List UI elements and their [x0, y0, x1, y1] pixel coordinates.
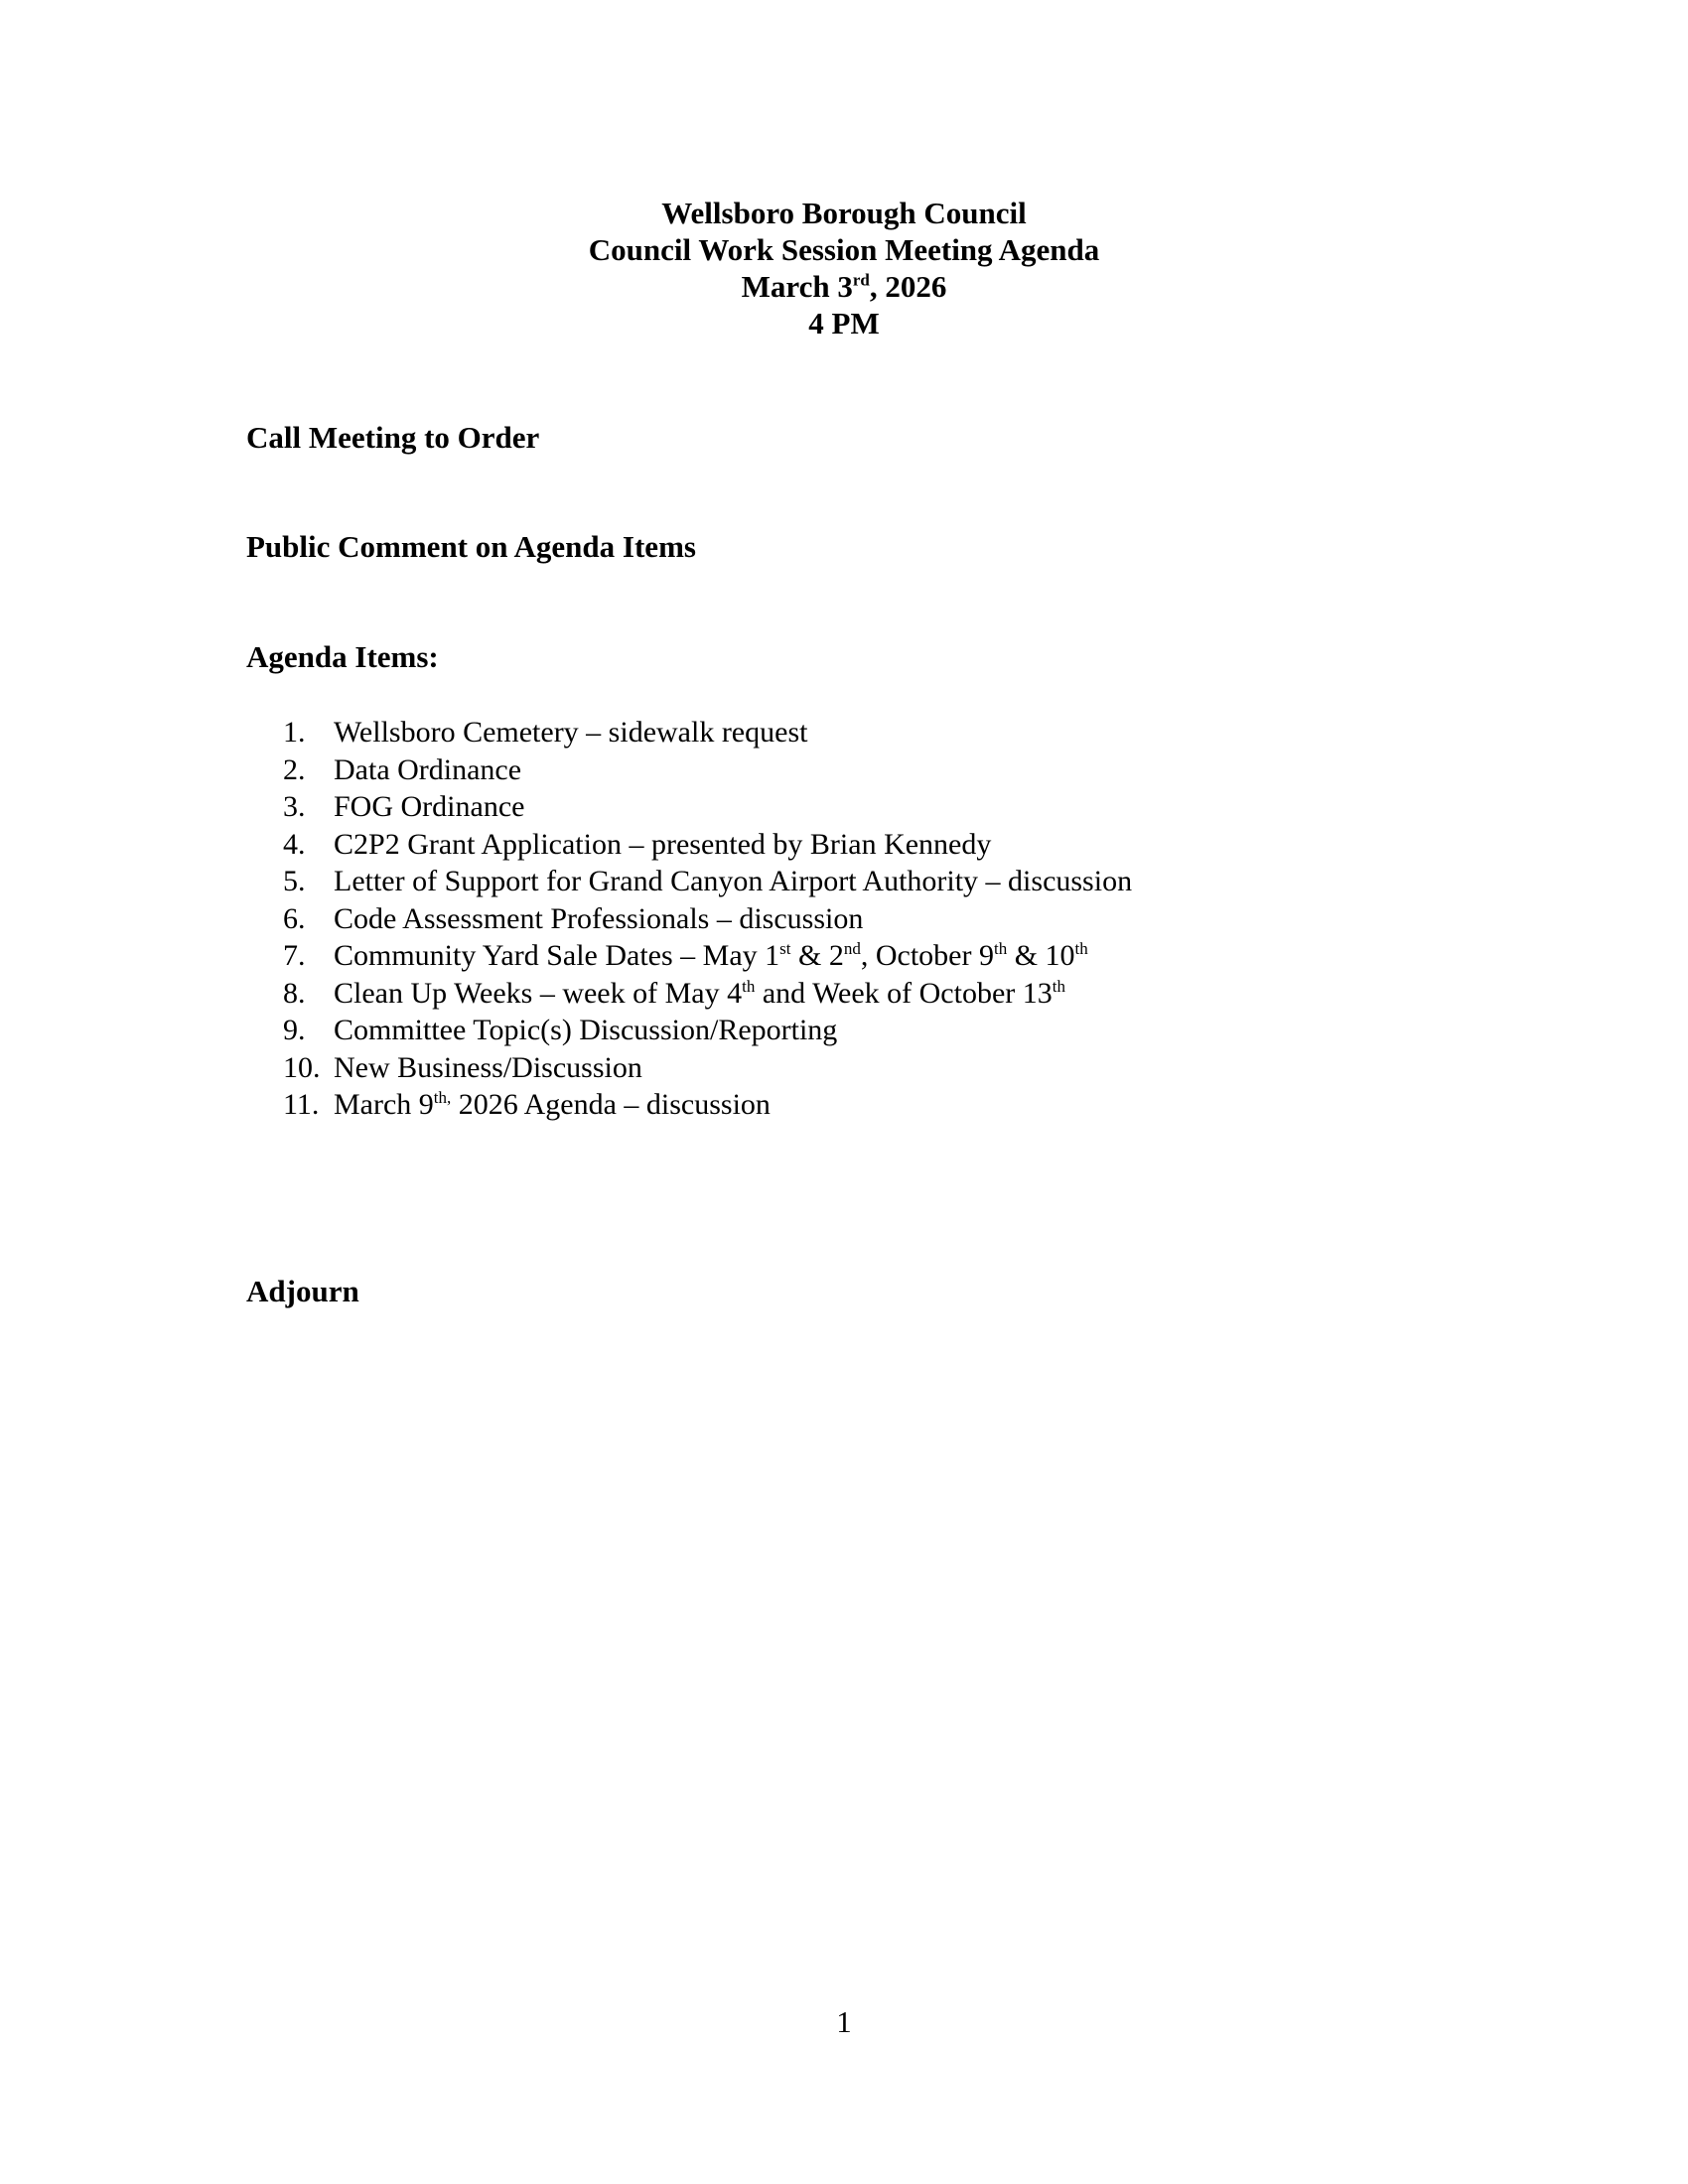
meeting-date-day: March 3: [741, 269, 853, 304]
agenda-item-text: [334, 788, 524, 826]
agenda-list: [246, 714, 1132, 1124]
agenda-item-text-part: & 10: [1007, 939, 1075, 972]
agenda-item-text: [334, 975, 1065, 1013]
agenda-item-number: 8.: [283, 976, 306, 1010]
agenda-item: [246, 900, 1132, 938]
agenda-item-text: [334, 900, 863, 938]
call-to-order-heading: Call Meeting to Order: [246, 420, 540, 455]
agenda-item-text-part: Clean Up Weeks – week of May 4: [334, 976, 743, 1010]
agenda-items-heading: Agenda Items:: [246, 639, 439, 674]
agenda-item-text: [334, 863, 1132, 900]
adjourn-heading: Adjourn: [246, 1274, 359, 1308]
agenda-item-text-part: 2026 Agenda – discussion: [451, 1088, 771, 1121]
agenda-item-text-part: Community Yard Sale Dates – May 1: [334, 939, 780, 972]
agenda-item-text-part: C2P2 Grant Application – presented by Brian Kennedy: [334, 827, 992, 861]
agenda-item-number: 2.: [283, 752, 306, 786]
title-block: [0, 195, 1688, 341]
agenda-item: [246, 975, 1132, 1013]
page-number: 1: [836, 2004, 852, 2039]
agenda-item-number: 9.: [283, 1014, 306, 1046]
agenda-item: [246, 1049, 1132, 1087]
agenda-item: [246, 937, 1132, 975]
agenda-item: [246, 1012, 1132, 1049]
agenda-item: [246, 1086, 1132, 1124]
agenda-item-text-part: & 2: [790, 939, 844, 972]
agenda-item: [246, 863, 1132, 900]
meeting-time: 4 PM: [808, 306, 880, 341]
meeting-date: [0, 268, 1688, 305]
agenda-item-number: 5.: [283, 865, 306, 897]
agenda-item-number: 7.: [283, 939, 306, 972]
ordinal-suffix: nd: [843, 939, 861, 958]
agenda-item-text: [334, 1012, 837, 1049]
meeting-date-ordinal: rd: [852, 270, 870, 290]
agenda-item-text-part: FOG Ordinance: [334, 790, 525, 823]
ordinal-suffix: th: [1052, 976, 1065, 996]
public-comment-heading: Public Comment on Agenda Items: [246, 529, 696, 564]
agenda-item: [246, 751, 1132, 789]
agenda-item-number: 11.: [283, 1088, 320, 1121]
agenda-item-text: [334, 1049, 642, 1087]
agenda-item-text: [334, 714, 807, 751]
agenda-item-text-part: Letter of Support for Grand Canyon Airport Authority – discussion: [334, 865, 1133, 897]
agenda-item-number: 3.: [283, 790, 306, 823]
meeting-title: Council Work Session Meeting Agenda: [588, 232, 1100, 267]
ordinal-suffix: th,: [433, 1088, 452, 1107]
ordinal-suffix: st: [779, 939, 791, 958]
agenda-item-text-part: New Business/Discussion: [334, 1050, 642, 1084]
agenda-item: [246, 714, 1132, 751]
agenda-item-text-part: Committee Topic(s) Discussion/Reporting: [334, 1014, 838, 1046]
agenda-item-text: [334, 1086, 771, 1124]
ordinal-suffix: th: [1074, 939, 1088, 958]
agenda-item-number: 1.: [283, 716, 306, 749]
agenda-item: [246, 826, 1132, 864]
agenda-item-text-part: Data Ordinance: [334, 752, 522, 786]
agenda-item: [246, 788, 1132, 826]
ordinal-suffix: th: [742, 976, 756, 996]
agenda-item-text: [334, 937, 1088, 975]
agenda-item-text-part: Wellsboro Cemetery – sidewalk request: [334, 716, 808, 749]
agenda-item-number: 4.: [283, 827, 306, 861]
agenda-item-text-part: , October 9: [860, 939, 994, 972]
agenda-item-text: [334, 826, 991, 864]
agenda-item-text-part: and Week of October 13: [755, 976, 1053, 1010]
council-name: Wellsboro Borough Council: [661, 196, 1027, 230]
agenda-item-number: 10.: [283, 1050, 321, 1084]
meeting-date-year: , 2026: [869, 269, 947, 304]
agenda-item-number: 6.: [283, 901, 306, 935]
agenda-item-text-part: Code Assessment Professionals – discussion: [334, 901, 864, 935]
ordinal-suffix: th: [993, 939, 1008, 958]
agenda-item-text: [334, 751, 521, 789]
agenda-item-text-part: March 9: [334, 1088, 434, 1121]
